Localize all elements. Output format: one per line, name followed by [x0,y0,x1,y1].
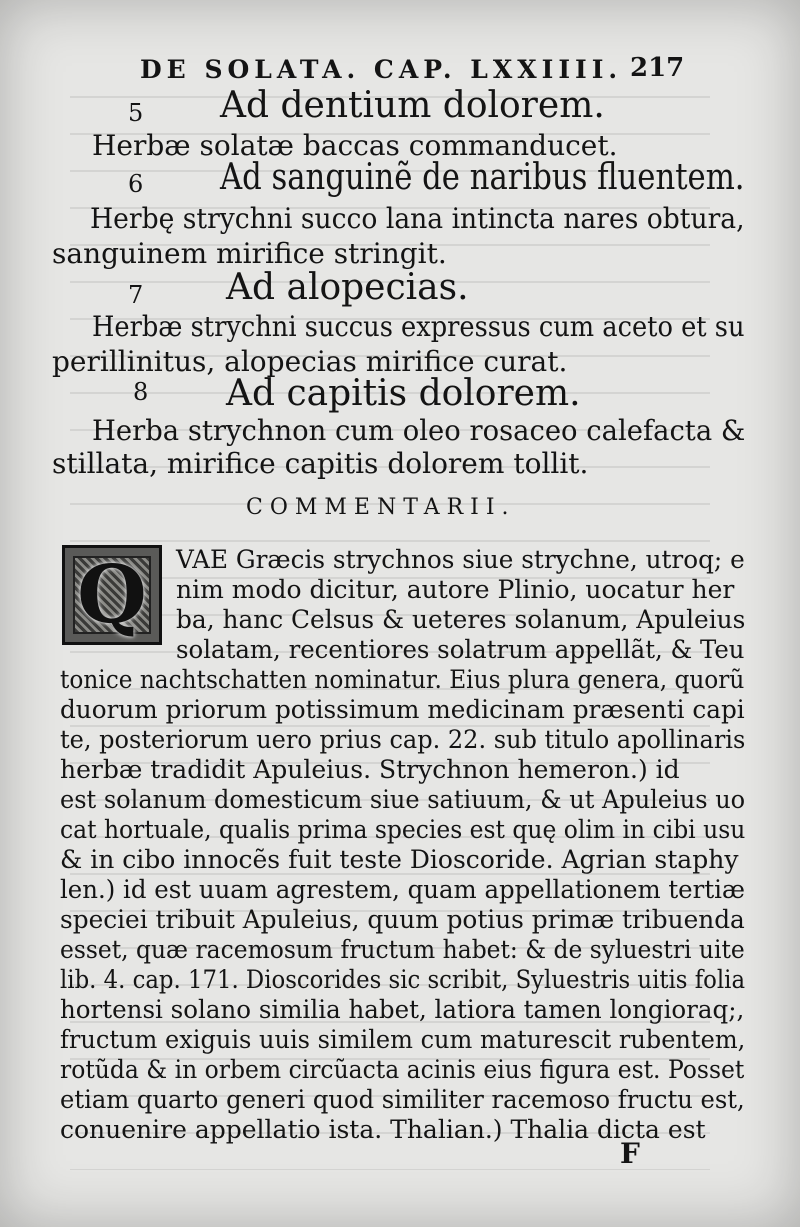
remedy-text-line: Herba strychnon cum oleo rosaceo calefacta & [92,414,746,447]
commentary-line: te, posteriorum uero prius cap. 22. sub titulo apollinaris [60,725,746,754]
catchword: F [620,1137,640,1170]
commentary-line: solatam, recentiores solatrum appellãt, & Teu [176,635,745,664]
commentary-line: nim modo dicitur, autore Plinio, uocatur her [176,575,735,604]
commentary-line: conuenire appellatio ista. Thalian.) Thalia dicta est [60,1115,706,1144]
remedy-heading: Ad alopecias. [226,267,469,308]
remedy-number: 6 [128,170,144,198]
remedy-number: 7 [128,281,144,309]
commentary-title: COMMENTARII. [246,495,516,520]
commentary-line: cat hortuale, qualis prima species est quę olim in cibi usu [60,815,746,844]
commentary-line: speciei tribuit Apuleius, quum potius primæ tribuenda [60,905,745,934]
commentary-line: etiam quarto generi quod similiter racemoso fructu est, [60,1085,745,1114]
commentary-line: tonice nachtschatten nominatur. Eius plura genera, quorũ [60,665,745,694]
commentary-line: ba, hanc Celsus & ueteres solanum, Apuleius [176,605,746,634]
commentary-line: VAE Græcis strychnos siue strychne, utroq; e [176,545,745,574]
remedy-heading: Ad capitis dolorem. [226,373,581,414]
commentary-line: herbæ tradidit Apuleius. Strychnon hemeron.) id [60,755,680,784]
remedy-heading: Ad sanguinẽ de naribus fluentem. [220,157,745,198]
commentary-line: duorum priorum potissimum medicinam præsenti capi [60,695,745,724]
commentary-line: est solanum domesticum siue satiuum, & ut Apuleius uo [60,785,746,814]
remedy-text-line: stillata, mirifice capitis dolorem tollit. [52,447,589,480]
decorated-initial [62,545,162,645]
commentary-line: rotũda & in orbem circũacta acinis eius figura est. Posset [60,1055,745,1084]
remedy-text-line: Herbæ solatæ baccas commanducet. [92,129,618,162]
remedy-text-line: sanguinem mirifice stringit. [52,237,447,270]
remedy-text-line: Herbæ strychni succus expressus cum aceto et su [92,310,745,343]
commentary-line: len.) id est uuam agrestem, quam appellationem tertiæ [60,875,745,904]
commentary-line: lib. 4. cap. 171. Dioscorides sic scribit, Syluestris uitis folia [60,965,746,994]
page-number: 217 [630,53,685,83]
remedy-text-line: perillinitus, alopecias mirifice curat. [52,345,568,378]
commentary-line: & in cibo innocẽs fuit teste Dioscoride. Agrian staphy [60,845,739,874]
commentary-line: hortensi solano similia habet, latiora tamen longioraq;, [60,995,745,1024]
remedy-number: 5 [128,99,144,127]
commentary-line: esset, quæ racemosum fructum habet: & de syluestri uite [60,935,745,964]
commentary-line: fructum exiguis uuis similem cum maturescit rubentem, [60,1025,746,1054]
remedy-heading: Ad dentium dolorem. [220,85,605,126]
initial-letter: Q [77,547,147,641]
running-title: DE SOLATA. CAP. LXXIIII. [140,55,623,84]
remedy-number: 8 [133,378,149,406]
remedy-text-line: Herbę strychni succo lana intincta nares obtura, [90,202,745,235]
